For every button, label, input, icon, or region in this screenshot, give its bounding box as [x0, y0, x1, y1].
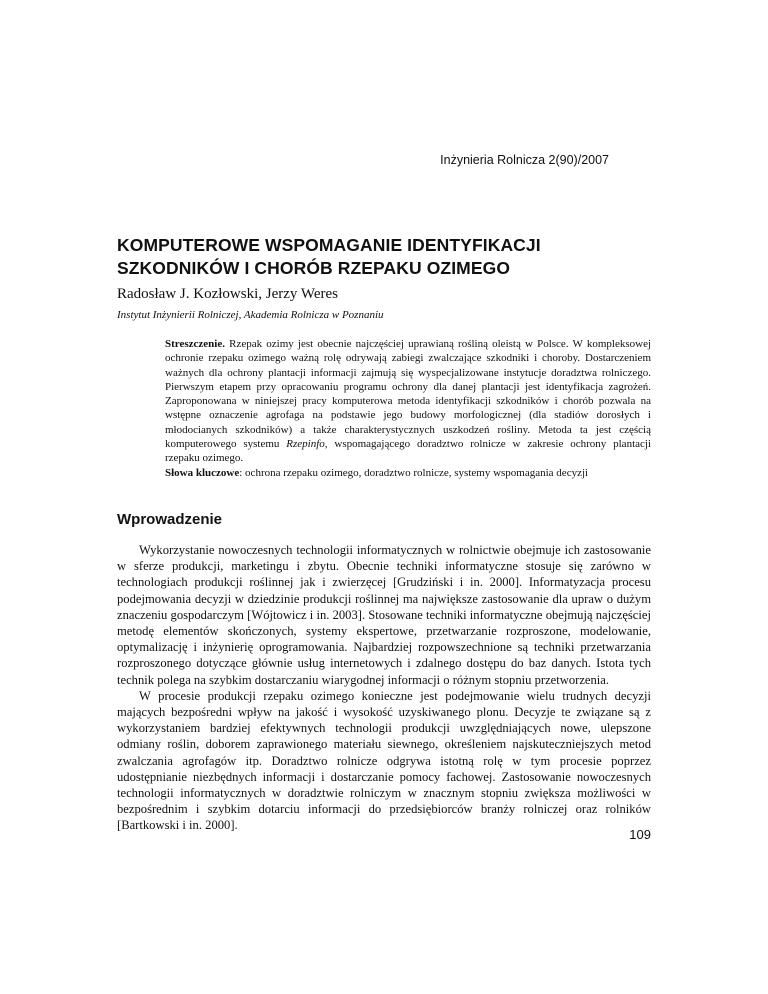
page-number: 109	[629, 827, 651, 842]
article-title: KOMPUTEROWE WSPOMAGANIE IDENTYFIKACJI SZKODNIKÓW I CHORÓB RZEPAKU OZIMEGO	[117, 235, 541, 278]
abstract	[165, 337, 651, 466]
keywords	[165, 467, 651, 479]
journal-header: Inżynieria Rolnicza 2(90)/2007	[440, 153, 609, 167]
authors: Radosław J. Kozłowski, Jerzy Weres	[117, 286, 338, 302]
abstract-label: Streszczenie.	[165, 338, 225, 350]
abstract-text-end: , wspomagającego doradztwo rolnicze w zakresie ochrony plantacji rzepaku ozimego.	[165, 438, 651, 465]
abstract-text: Rzepak ozimy jest obecnie najczęściej uprawianą rośliną oleistą w Polsce. W kompleksowej ochronie rzepaku ozimego ważną rolę odrywają zabiegi zwalczające szkodniki i choroby. Dostarczeniem ważnych dla ochrony plantacji informacji zajmują się wyspecjalizowane instytucje doradztwa rolniczego. Pierwszym etapem przy opracowaniu programu ochrony dla danej plantacji jest identyfikacja zagrożeń. Zaproponowana w niniejszej pracy komputerowa metoda identyfikacji szkodników i chorób pozwala na wstępne oznaczenie agrofaga na podstawie jego budowy morfologicznej (dla stadiów dorosłych i młodocianych szkodników) a także charakterystycznych uszkodzeń rośliny. Metoda ta jest częścią komputerowego systemu	[165, 338, 652, 451]
paragraph: Wykorzystanie nowoczesnych technologii informatycznych w rolnictwie obejmuje ich zastosowanie w sferze produkcji, marketingu i zbytu. Obecnie techniki informatyczne stosuje się zarówno w technologiach produkcji roślinnej jak i zwierzęcej [Grudziński i in. 2000]. Informatyzacja procesu podejmowania decyzji w dziedzinie produkcji roślinnej ma największe zastosowanie dla upraw o dużym znaczeniu gospodarczym [Wójtowicz i in. 2003]. Stosowane techniki informatyczne obejmują najczęściej metodę elementów skończonych, systemy ekspertowe, przetwarzanie rozproszone, modelowanie, optymalizację i inżynierię oprogramowania. Najbardziej rozpowszechnione są techniki przetwarzania rozproszonego dotyczące głównie usług internetowych i zdalnego dostępu do baz danych. Istota tych technik polega na szybkim dostarczaniu wiarygodnej informacji o różnym stopniu przetworzenia.	[117, 543, 651, 687]
section-title: Wprowadzenie	[117, 511, 223, 528]
system-name: Rzepinfo	[286, 438, 325, 451]
keywords-label: Słowa kluczowe	[165, 467, 240, 479]
keywords-text: : ochrona rzepaku ozimego, doradztwo rolnicze, systemy wspomagania decyzji	[239, 467, 589, 479]
section-body	[117, 542, 651, 834]
paragraph: W procesie produkcji rzepaku ozimego konieczne jest podejmowanie wielu trudnych decyzji mających bezpośredni wpływ na jakość i wysokość uzyskiwanego plonu. Decyzje te związane są z wykorzystaniem bardziej efektywnych technologii produkcji uwzględniających nowe, ulepszone odmiany roślin, doborem zaprawionego materiału siewnego, określeniem najskuteczniejszych metod zwalczania agrofagów itp. Doradztwo rolnicze odgrywa istotną rolę w tym procesie poprzez udostępnianie niezbędnych informacji i dostarczanie pomocy fachowej. Zastosowanie nowoczesnych technologii informatycznych w doradztwie rolniczym w znacznym stopniu zwiększa możliwości w bezpośrednim i szybkim dotarciu informacji do przedsiębiorców branży rolniczej oraz rolników [Bartkowski i in. 2000].	[117, 688, 651, 833]
affiliation: Instytut Inżynierii Rolniczej, Akademia Rolnicza w Poznaniu	[117, 309, 384, 321]
